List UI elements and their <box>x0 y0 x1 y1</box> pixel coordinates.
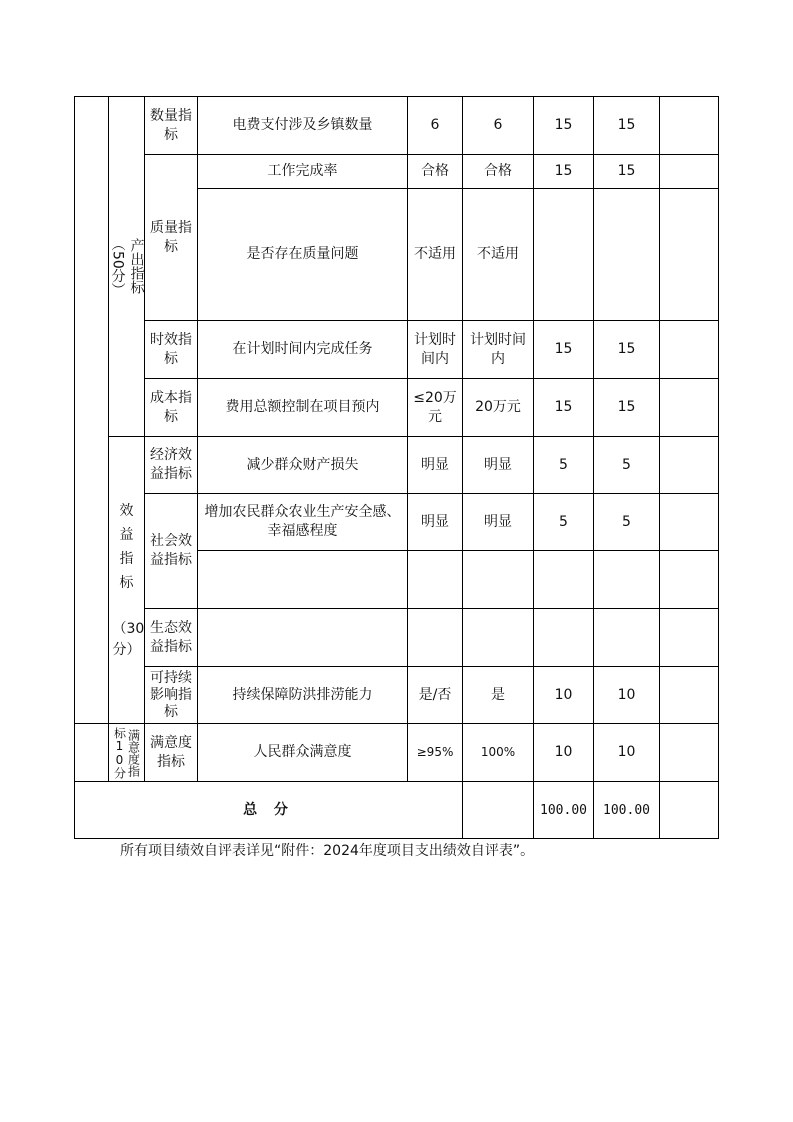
score-cell <box>594 724 659 781</box>
actual-value-cell <box>463 321 533 378</box>
subcategory-label: 生态效益指标 <box>150 619 192 655</box>
subcategory-label: 时效指标 <box>150 331 192 367</box>
score-cell <box>594 97 659 154</box>
benefit-category-score: （30分） <box>112 621 144 658</box>
target-value: 不适用 <box>414 246 456 262</box>
indicator-name: 是否存在质量问题 <box>246 246 359 262</box>
indicator-name: 增加农民群众农业生产安全感、幸福感程度 <box>204 504 401 539</box>
subcategory-label: 成本指标 <box>150 389 192 425</box>
subcategory-label: 满意度指标 <box>150 734 192 770</box>
target-value: 明显 <box>421 456 449 473</box>
actual-value: 是 <box>491 686 505 703</box>
grid-line <box>74 838 719 839</box>
subcategory-label: 数量指标 <box>150 107 192 143</box>
target-value-cell <box>408 494 462 550</box>
subcategory-label: 经济效益指标 <box>150 447 192 482</box>
grid-line <box>659 96 660 839</box>
output-category-score: （50分） <box>109 236 126 297</box>
weight-value: 10 <box>554 744 573 760</box>
indicator-name-cell <box>198 379 407 436</box>
indicator-name: 减少群众财产损失 <box>246 456 359 473</box>
subcategory-label: 可持续影响指标 <box>150 669 192 720</box>
total-score: 100.00 <box>603 802 650 818</box>
weight-cell <box>534 189 593 320</box>
sustainable-sub-cell <box>145 667 197 723</box>
total-label-cell <box>75 782 462 838</box>
score-value: 10 <box>617 686 636 703</box>
grid-line <box>197 550 719 551</box>
actual-value-cell <box>463 667 533 723</box>
target-value: 6 <box>430 117 440 133</box>
target-value: 明显 <box>421 513 449 530</box>
satisfaction-sub-cell <box>145 724 197 781</box>
indicator-name-cell <box>198 494 407 550</box>
score-cell <box>594 379 659 436</box>
score-cell <box>594 321 659 378</box>
weight-cell <box>534 724 593 781</box>
target-value: ≥95% <box>416 745 454 759</box>
weight-value: 15 <box>554 341 573 357</box>
target-value-cell <box>408 667 462 723</box>
output-category-label: 产出指标 <box>128 238 144 295</box>
timeliness-sub-cell <box>145 321 197 378</box>
score-value: 5 <box>622 513 631 530</box>
weight-value: 5 <box>559 456 568 473</box>
indicator-name: 工作完成率 <box>267 163 338 179</box>
grid-line <box>74 96 75 839</box>
score-value: 10 <box>617 744 636 760</box>
social-sub-cell <box>145 494 197 608</box>
score-value: 15 <box>617 163 636 179</box>
satisfaction-category-cell <box>109 724 144 781</box>
target-value-cell <box>408 724 462 781</box>
total-label: 总 分 <box>243 801 294 818</box>
cost-sub-cell <box>145 379 197 436</box>
actual-value-cell <box>463 189 533 320</box>
target-value: 合格 <box>421 163 449 179</box>
score-cell <box>594 189 659 320</box>
score-value: 15 <box>617 341 636 357</box>
output-category-cell <box>109 97 144 436</box>
indicator-name: 费用总额控制在项目预内 <box>225 399 380 415</box>
actual-value-cell <box>463 379 533 436</box>
target-value-cell <box>408 189 462 320</box>
indicator-name: 人民群众满意度 <box>253 744 352 760</box>
grid-line <box>144 608 719 609</box>
weight-cell <box>534 379 593 436</box>
score-cell <box>594 155 659 188</box>
weight-value: 5 <box>559 513 568 530</box>
actual-value: 6 <box>493 117 503 133</box>
quality-sub-cell <box>145 155 197 320</box>
actual-value-cell <box>463 494 533 550</box>
target-value-cell <box>408 155 462 188</box>
footnote: 所有项目绩效自评表详见“附件：2024年度项目支出绩效自评表”。 <box>120 843 535 859</box>
indicator-name-cell <box>198 321 407 378</box>
weight-value: 10 <box>554 686 573 703</box>
indicator-name-cell <box>198 189 407 320</box>
actual-value-cell <box>463 724 533 781</box>
benefit-category-label: 效益指标 <box>119 503 134 591</box>
indicator-name-cell <box>198 437 407 493</box>
economic-sub-cell <box>145 437 197 493</box>
weight-cell <box>534 97 593 154</box>
target-value-cell <box>408 437 462 493</box>
target-value: 计划时间内 <box>414 331 456 367</box>
subcategory-label: 社会效益指标 <box>150 533 192 568</box>
target-value-cell <box>408 321 462 378</box>
target-value-cell <box>408 97 462 154</box>
weight-cell <box>534 321 593 378</box>
weight-cell <box>534 437 593 493</box>
weight-cell <box>534 494 593 550</box>
actual-value: 计划时间内 <box>470 331 526 367</box>
target-value-cell <box>408 379 462 436</box>
weight-value: 15 <box>554 117 573 133</box>
weight-value: 15 <box>554 163 573 179</box>
target-value: ≤20万元 <box>413 389 457 425</box>
total-score-cell <box>594 782 659 838</box>
indicator-name: 电费支付涉及乡镇数量 <box>232 117 373 133</box>
score-cell <box>594 437 659 493</box>
actual-value: 合格 <box>484 163 512 179</box>
indicator-name: 持续保障防洪排涝能力 <box>232 686 373 703</box>
actual-value: 不适用 <box>477 246 519 262</box>
target-value: 是/否 <box>418 686 452 703</box>
actual-value: 明显 <box>484 456 512 473</box>
score-value: 15 <box>617 117 636 133</box>
weight-cell <box>534 155 593 188</box>
actual-value: 明显 <box>484 513 512 530</box>
actual-value: 20万元 <box>475 399 521 415</box>
weight-value: 15 <box>554 399 573 415</box>
satisfaction-category-label: 满意度指标10分 <box>112 726 141 779</box>
actual-value: 100% <box>480 745 516 759</box>
actual-value-cell <box>463 155 533 188</box>
total-weight: 100.00 <box>540 802 587 818</box>
actual-value-cell <box>463 97 533 154</box>
score-cell <box>594 494 659 550</box>
grid-line <box>718 96 719 839</box>
indicator-name-cell <box>198 724 407 781</box>
score-value: 5 <box>622 456 631 473</box>
benefit-category-cell <box>109 437 144 723</box>
quantity-sub-cell <box>145 97 197 154</box>
score-cell <box>594 667 659 723</box>
indicator-name-cell <box>198 667 407 723</box>
ecological-sub-cell <box>145 609 197 666</box>
weight-cell <box>534 667 593 723</box>
actual-value-cell <box>463 437 533 493</box>
total-weight-cell <box>534 782 593 838</box>
score-value: 15 <box>617 399 636 415</box>
indicator-name-cell <box>198 97 407 154</box>
subcategory-label: 质量指标 <box>150 219 192 255</box>
indicator-name: 在计划时间内完成任务 <box>232 341 373 357</box>
indicator-name-cell <box>198 155 407 188</box>
